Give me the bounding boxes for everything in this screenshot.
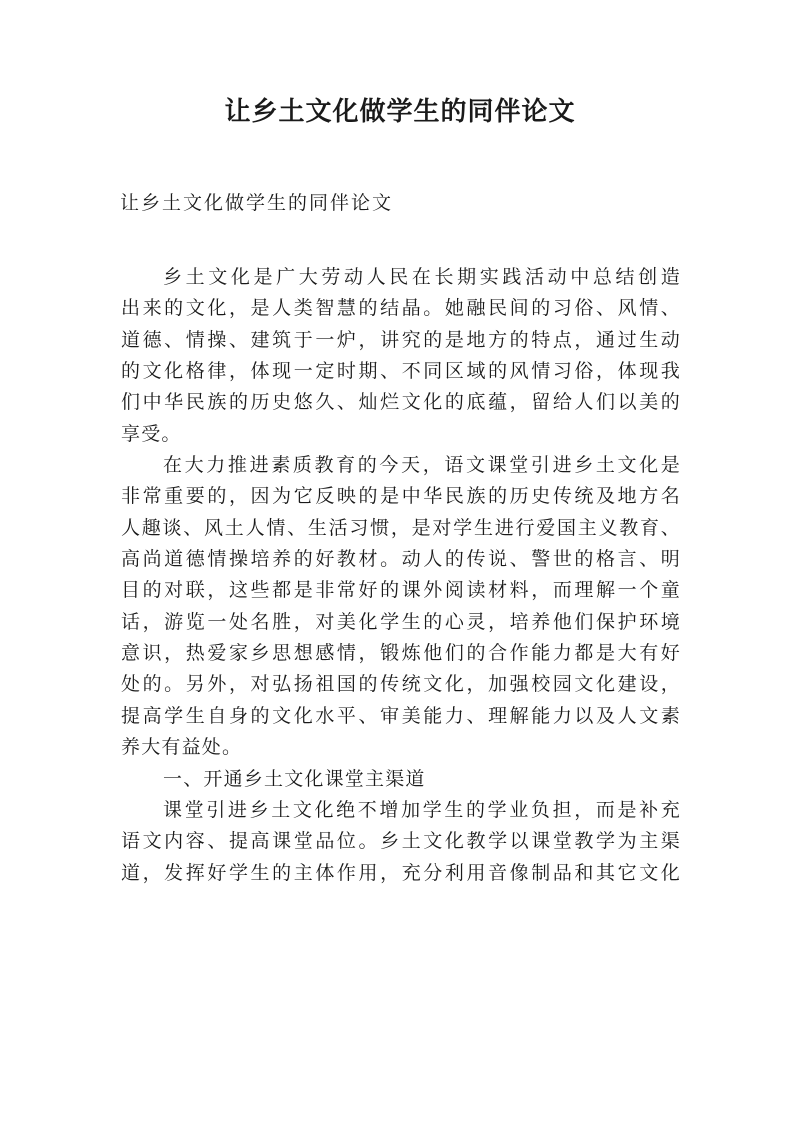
paragraph-line: 目的对联，这些都是非常好的课外阅读材料，而理解一个童 xyxy=(121,579,681,602)
paragraph-line: 课堂引进乡土文化绝不增加学生的学业负担，而是补充 xyxy=(163,798,681,821)
document-title: 让乡土文化做学生的同伴论文 xyxy=(224,97,576,127)
paragraph-line: 道德、情操、建筑于一炉，讲究的是地方的特点，通过生动 xyxy=(121,328,681,351)
paragraph-line: 非常重要的，因为它反映的是中华民族的历史传统及地方名 xyxy=(121,485,681,508)
paragraph-line: 在大力推进素质教育的今天，语文课堂引进乡土文化是 xyxy=(163,454,681,477)
paragraph-line: 出来的文化，是人类智慧的结晶。她融民间的习俗、风情、 xyxy=(121,297,681,320)
document-body xyxy=(121,262,681,889)
paragraph-line: 乡土文化是广大劳动人民在长期实践活动中总结创造 xyxy=(163,266,681,288)
paragraph-line: 们中华民族的历史悠久、灿烂文化的底蕴，留给人们以美的 xyxy=(121,391,681,414)
paragraph-line: 处的。另外，对弘扬祖国的传统文化，加强校园文化建设， xyxy=(121,673,681,696)
document-subtitle: 让乡土文化做学生的同伴论文 xyxy=(120,192,394,214)
paragraph-line: 享受。 xyxy=(121,422,182,445)
paragraph-line: 语文内容、提高课堂品位。乡土文化教学以课堂教学为主渠 xyxy=(121,830,681,853)
paragraph-line: 道，发挥好学生的主体作用，充分利用音像制品和其它文化 xyxy=(121,861,681,884)
paragraph-line: 话，游览一处名胜，对美化学生的心灵，培养他们保护环境 xyxy=(121,610,681,633)
paragraph-line: 提高学生自身的文化水平、审美能力、理解能力以及人文素 xyxy=(121,704,681,727)
paragraph-line: 高尚道德情操培养的好教材。动人的传说、警世的格言、明 xyxy=(121,548,681,571)
paragraph-line: 人趣谈、风土人情、生活习惯，是对学生进行爱国主义教育、 xyxy=(121,516,681,539)
section-heading: 一、开通乡土文化课堂主渠道 xyxy=(163,767,426,790)
paragraph-line: 的文化格律，体现一定时期、不同区域的风情习俗，体现我 xyxy=(121,360,681,383)
paragraph-line: 意识，热爱家乡思想感情，锻炼他们的合作能力都是大有好 xyxy=(121,642,681,665)
paragraph-line: 养大有益处。 xyxy=(121,736,243,759)
